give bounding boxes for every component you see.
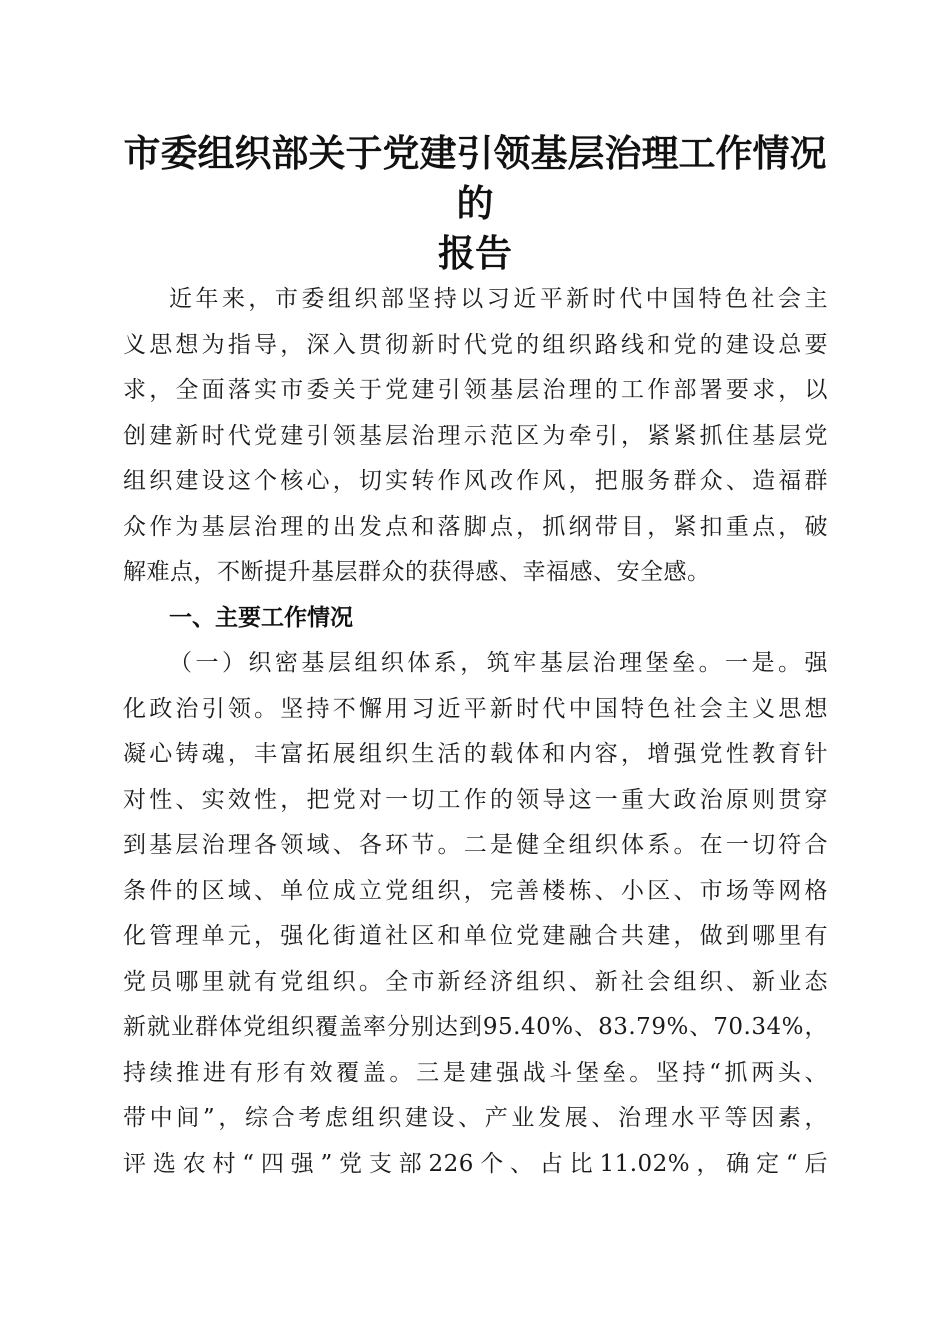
intro-line: 解难点，不断提升基层群众的获得感、幸福感、安全感。 <box>123 559 711 585</box>
section-line: 党员哪里就有党组织。全市新经济组织、新社会组织、新业态 <box>123 968 828 995</box>
section-line: 对性、实效性，把党对一切工作的领导这一重大政治原则贯穿 <box>123 786 828 813</box>
intro-line: 义思想为指导，深入贯彻新时代党的组织路线和党的建设总要 <box>123 331 828 358</box>
section-line: 凝心铸魂，丰富拓展组织生活的载体和内容，增强党性教育针 <box>123 741 828 767</box>
section-line: 到基层治理各领域、各环节。二是健全组织体系。在一切符合 <box>123 832 828 858</box>
section-line: 带中间”，综合考虑组织建设、产业发展、治理水平等因素， <box>123 1105 828 1131</box>
title-line-1: 市委组织部关于党建引领基层治理工作情况的 <box>123 131 827 225</box>
section-line: （一）织密基层组织体系，筑牢基层治理堡垒。一是。强 <box>169 650 828 676</box>
document-body <box>123 277 828 1187</box>
section-heading: 一、主要工作情况 <box>169 604 353 631</box>
section-line: 持续推进有形有效覆盖。三是建强战斗堡垒。坚持“抓两头、 <box>123 1059 828 1086</box>
section-line: 化管理单元，强化街道社区和单位党建融合共建，做到哪里有 <box>123 923 828 949</box>
title-line-2: 报告 <box>438 231 512 275</box>
intro-line: 众作为基层治理的出发点和落脚点，抓纲带目，紧扣重点，破 <box>123 513 828 540</box>
section-line: 条件的区域、单位成立党组织，完善楼栋、小区、市场等网格 <box>123 877 828 904</box>
intro-line: 创建新时代党建引领基层治理示范区为牵引，紧紧抓住基层党 <box>123 422 828 449</box>
intro-line: 近年来，市委组织部坚持以习近平新时代中国特色社会主 <box>169 286 828 312</box>
section-line: 化政治引领。坚持不懈用习近平新时代中国特色社会主义思想 <box>123 695 828 722</box>
section-line: 新就业群体党组织覆盖率分别达到95.40%、83.79%、70.34%， <box>123 1014 828 1040</box>
intro-line: 组织建设这个核心，切实转作风改作风，把服务群众、造福群 <box>123 468 828 494</box>
section-line: 评选农村“四强”党支部226个、占比11.02%，确定“后 <box>123 1150 828 1177</box>
document-title <box>110 128 840 278</box>
intro-line: 求，全面落实市委关于党建引领基层治理的工作部署要求，以 <box>123 377 828 403</box>
